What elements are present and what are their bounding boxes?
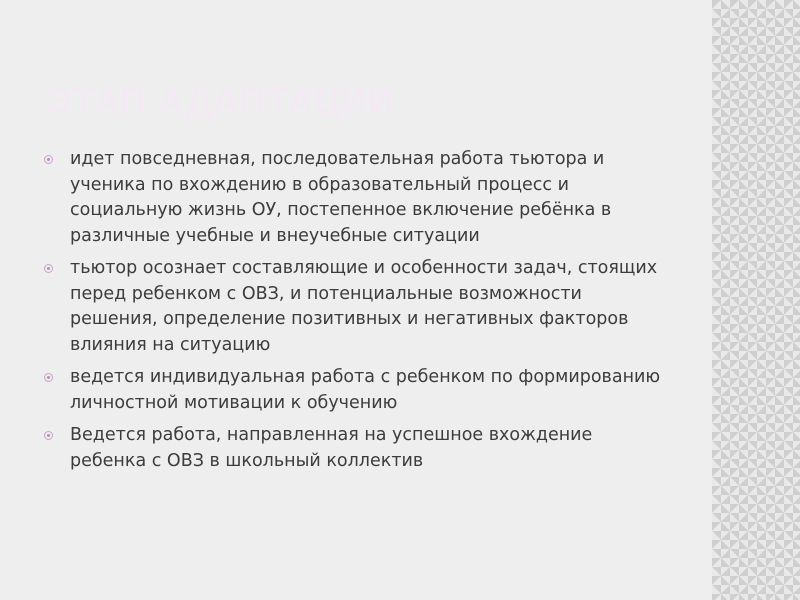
bullet-text: Ведется работа, направленная на успешное вхождение ребенка с ОВЗ в школьный коллектив [70, 425, 593, 471]
circle-bullet-icon [44, 373, 53, 382]
decorative-pattern-panel [712, 0, 800, 600]
bullet-item [42, 423, 672, 474]
slide-title: ЭТАП АДАПТАЦИИ [46, 80, 395, 121]
circle-bullet-icon [44, 264, 53, 273]
bullet-item [42, 365, 672, 416]
bullet-text: ведется индивидуальная работа с ребенком по формированию личностной мотивации к обучению [70, 367, 661, 413]
circle-bullet-icon [44, 431, 53, 440]
bullet-item [42, 147, 672, 249]
circle-bullet-icon [44, 155, 53, 164]
bullet-list [42, 147, 672, 481]
bullet-text: идет повседневная, последовательная работа тьютора и ученика по вхождению в образовательный процесс и социальную жизнь ОУ, постепенное включение ребёнка в различные учебные и внеучебные ситуации [70, 149, 612, 246]
bullet-text: тьютор осознает составляющие и особенности задач, стоящих перед ребенком с ОВЗ, и потенциальные возможности решения, определение позитивных и негативных факторов влияния на ситуацию [70, 258, 658, 355]
bullet-item [42, 256, 672, 358]
